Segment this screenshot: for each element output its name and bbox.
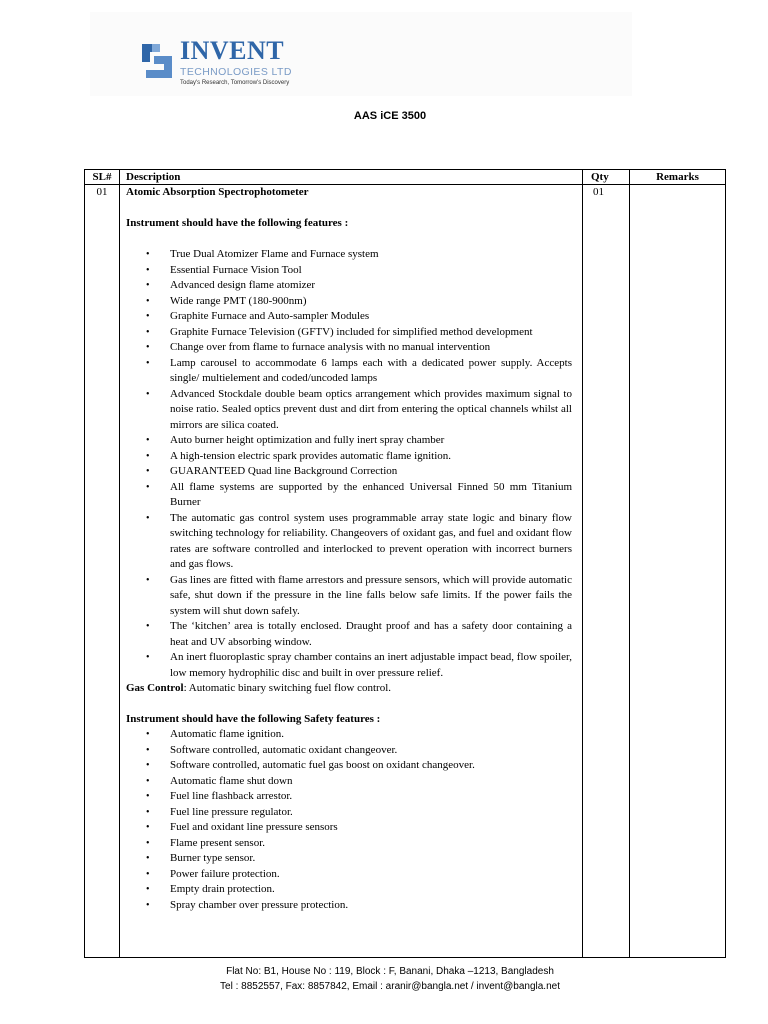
list-item: • Fuel and oxidant line pressure sensors <box>126 820 572 836</box>
list-item: • Change over from flame to furnace analysis with no manual intervention <box>126 340 572 356</box>
list-item: • GUARANTEED Quad line Background Correction <box>126 464 572 480</box>
document-title: AAS iCE 3500 <box>353 110 427 122</box>
gas-control-label: Gas Control <box>126 682 184 694</box>
list-item: • An inert fluoroplastic spray chamber contains an inert adjustable impact bead, flow spoiler, low memory hydrophilic disc and built in over pressure relief. <box>126 650 572 681</box>
list-item: • Fuel line flashback arrestor. <box>126 789 572 805</box>
features-heading: Instrument should have the following features : <box>126 216 349 229</box>
page-footer <box>0 964 768 994</box>
safety-features-list <box>126 727 572 913</box>
column-header-qty: Qty <box>583 170 630 185</box>
list-item: • Essential Furnace Vision Tool <box>126 263 572 279</box>
list-item: • Advanced Stockdale double beam optics arrangement which provides maximum signal to noise ratio. Sealed optics prevent dust and dirt from entering the optical channels whilst all mirrors are silica coated. <box>126 387 572 434</box>
list-item: • Fuel line pressure regulator. <box>126 805 572 821</box>
list-item: • Auto burner height optimization and fully inert spray chamber <box>126 433 572 449</box>
column-header-remarks: Remarks <box>630 170 726 185</box>
table-row <box>85 185 726 958</box>
list-item: • Automatic flame ignition. <box>126 727 572 743</box>
list-item: • Software controlled, automatic fuel gas boost on oxidant changeover. <box>126 758 572 774</box>
column-header-description: Description <box>120 170 583 185</box>
company-logo <box>138 38 318 88</box>
list-item: • Burner type sensor. <box>126 851 572 867</box>
list-item: • All flame systems are supported by the enhanced Universal Finned 50 mm Titanium Burner <box>126 480 572 511</box>
gas-control-text: : Automatic binary switching fuel flow control. <box>183 682 391 694</box>
list-item: • Spray chamber over pressure protection. <box>126 898 572 914</box>
list-item: • The automatic gas control system uses programmable array state logic and binary flow switching technology for reliability. Changeovers of oxidant gas, and fuel and oxidant flow rates are software controlled and interlocked to prevent operation with incorrect burners and gas flows. <box>126 511 572 573</box>
company-tagline: Today's Research, Tomorrow's Discovery <box>180 80 290 86</box>
list-item: • Power failure protection. <box>126 867 572 883</box>
list-item: • Software controlled, automatic oxidant changeover. <box>126 743 572 759</box>
list-item: • Flame present sensor. <box>126 836 572 852</box>
list-item: • Graphite Furnace Television (GFTV) included for simplified method development <box>126 325 572 341</box>
list-item: • True Dual Atomizer Flame and Furnace system <box>126 247 572 263</box>
specification-table <box>84 169 726 958</box>
cell-qty: 01 <box>583 185 630 958</box>
list-item: • Automatic flame shut down <box>126 774 572 790</box>
footer-contact: Tel : 8852557, Fax: 8857842, Email : aranir@bangla.net / invent@bangla.net <box>220 981 560 992</box>
gas-control-line <box>126 681 572 697</box>
cell-remarks <box>630 185 726 958</box>
item-title: Atomic Absorption Spectrophotometer <box>126 186 309 198</box>
list-item: • The ‘kitchen’ area is totally enclosed. Draught proof and has a safety door containing a heat and UV absorbing window. <box>126 619 572 650</box>
features-list <box>126 247 572 681</box>
table-header-row <box>85 170 726 185</box>
footer-address: Flat No: B1, House No : 119, Block : F, Banani, Dhaka –1213, Bangladesh <box>226 966 554 977</box>
list-item: • Lamp carousel to accommodate 6 lamps each with a dedicated power supply. Accepts single/ multielement and coded/uncoded lamps <box>126 356 572 387</box>
column-header-sl: SL# <box>85 170 120 185</box>
cell-description <box>120 185 583 958</box>
list-item: • Gas lines are fitted with flame arrestors and pressure sensors, which will provide automatic safe, shut down if the pressure in the line falls below safe limits. If the power fails the system will shut down safely. <box>126 573 572 620</box>
list-item: • Wide range PMT (180-900nm) <box>126 294 572 310</box>
list-item: • Empty drain protection. <box>126 882 572 898</box>
list-item: • A high-tension electric spark provides automatic flame ignition. <box>126 449 572 465</box>
company-subtitle: TECHNOLOGIES LTD <box>180 66 292 78</box>
list-item: • Advanced design flame atomizer <box>126 278 572 294</box>
interlocking-squares-icon <box>138 40 176 82</box>
company-name: INVENT <box>180 36 285 65</box>
list-item: • Graphite Furnace and Auto-sampler Modules <box>126 309 572 325</box>
cell-sl: 01 <box>85 185 120 958</box>
safety-heading: Instrument should have the following Safety features : <box>126 712 381 725</box>
